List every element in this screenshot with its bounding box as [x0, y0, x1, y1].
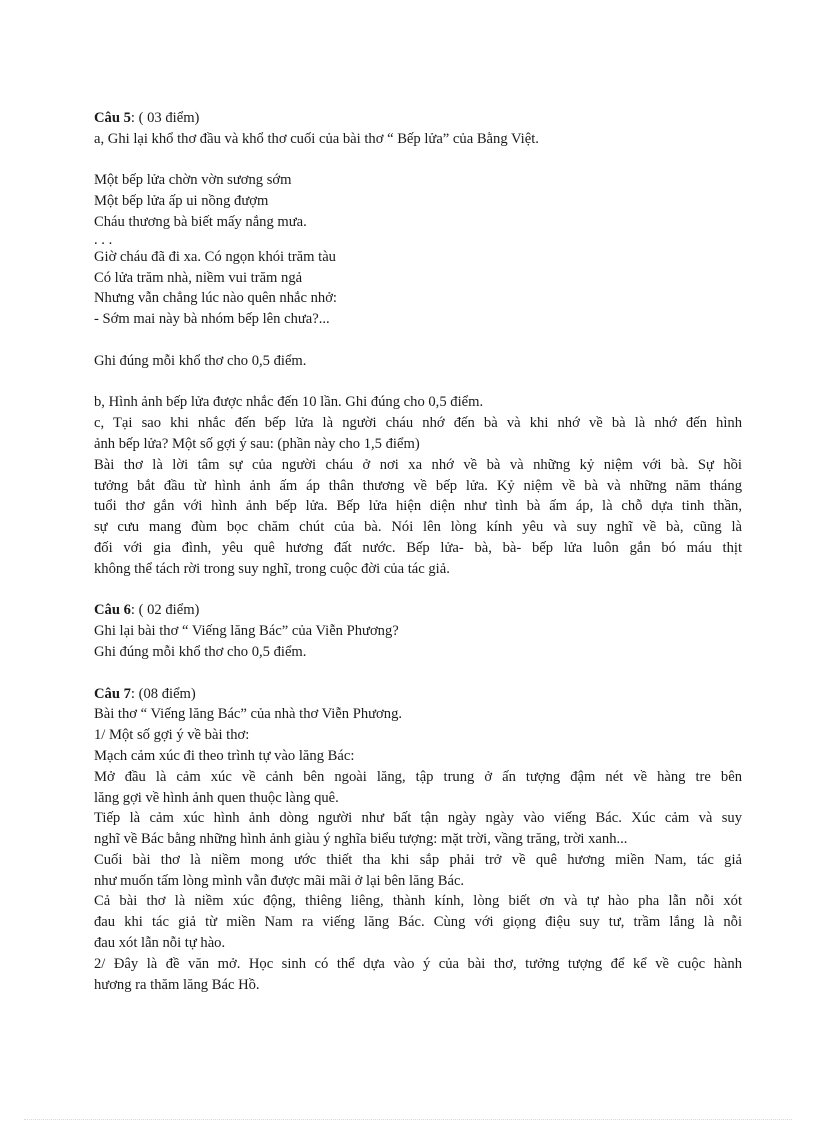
question-7-points: : (08 điểm) [130, 685, 196, 702]
poem-line: - Sớm mai này bà nhóm bếp lên chưa?... [94, 311, 330, 328]
spacer [94, 150, 742, 171]
page-bottom-divider [24, 1119, 792, 1120]
question-5-points: : ( 03 điểm) [130, 110, 200, 126]
answer-paragraph-line: Cuối bài thơ là niềm mong ước thiết tha khi sắp phải trở về quê hương miền Nam, tác giả [94, 851, 742, 868]
answer-paragraph-line: tưởng bắt đầu từ hình ảnh ấm áp thân thương về bếp lửa. Kỷ niệm về bà và những năm tháng [94, 477, 742, 494]
answer-paragraph-line: nghĩ về Bác bằng những hình ảnh giàu ý nghĩa biểu tượng: mặt trời, vầng trăng, trời xanh... [94, 831, 628, 848]
question-5-heading [94, 108, 742, 129]
answer-paragraph-line: sự cưu mang đùm bọc chăm chút của bà. Nói lên lòng kính yêu và suy nghĩ về bà, cũng là [94, 519, 742, 536]
answer-paragraph-line: Tiếp là cảm xúc hình ảnh dòng người như bất tận ngày ngày vào viếng Bác. Xúc cảm và suy [94, 810, 742, 827]
spacer [94, 663, 742, 684]
question-7-label: Câu 7 [94, 685, 131, 702]
question-6-label: Câu 6 [94, 602, 131, 619]
poem-line: Một bếp lửa chờn vờn sương sớm [94, 172, 292, 189]
poem-line: Có lửa trăm nhà, niềm vui trăm ngả [94, 269, 303, 286]
question-7-flow: Mạch cảm xúc đi theo trình tự vào lăng Bác: [94, 747, 355, 764]
poem-ellipsis: . . . [94, 231, 113, 248]
question-7-part-1-title: 1/ Một số gợi ý về bài thơ: [94, 727, 250, 744]
question-6-points: : ( 02 điểm) [130, 602, 200, 619]
spacer [94, 330, 742, 351]
question-5-part-c: c, Tại sao khi nhắc đến bếp lửa là người cháu nhớ đến bà và khi nhớ về bà là nhớ đến hình [94, 415, 742, 432]
question-5-part-a: a, Ghi lại khổ thơ đầu và khổ thơ cuối của bài thơ “ Bếp lửa” của Bằng Việt. [94, 130, 539, 147]
answer-paragraph-line: đau khi tác giả từ miền Nam ra viếng lăng Bác. Cùng với giọng điệu suy tư, trầm lắng là nỗi [94, 914, 742, 931]
document-page [94, 108, 742, 995]
question-5-label: Câu 5 [94, 110, 131, 126]
question-6-prompt: Ghi lại bài thơ “ Viếng lăng Bác” của Viễn Phương? [94, 623, 399, 640]
question-7-heading [94, 684, 742, 705]
poem-line: Giờ cháu đã đi xa. Có ngọn khói trăm tàu [94, 248, 336, 265]
answer-paragraph-line: Cả bài thơ là niềm xúc động, thiêng liêng, thành kính, lòng biết ơn và tự hào pha lẫn nỗi xót [94, 893, 742, 910]
answer-paragraph-line: 2/ Đây là đề văn mở. Học sinh có thể dựa vào ý của bài thơ, tưởng tượng để kể về cuộc hành [94, 955, 742, 972]
answer-paragraph-line: đau xót lẫn nỗi tự hào. [94, 935, 226, 952]
question-5-grading: Ghi đúng mỗi khổ thơ cho 0,5 điểm. [94, 352, 307, 369]
answer-paragraph-line: Bài thơ là lời tâm sự của người cháu ở nơi xa nhớ về bà và những kỷ niệm với bà. Sự hồi [94, 456, 742, 473]
answer-paragraph-line: Mở đầu là cảm xúc về cảnh bên ngoài lăng, tập trung ở ấn tượng đậm nét về hàng tre bên [94, 768, 742, 785]
answer-paragraph-line: đối với gia đình, yêu quê hương đất nước. Bếp lửa- bà, bà- bếp lửa luôn gắn bó máu thịt [94, 539, 742, 556]
spacer [94, 580, 742, 601]
question-5-part-c: ảnh bếp lửa? Một số gợi ý sau: (phần này cho 1,5 điểm) [94, 435, 420, 452]
poem-line: Một bếp lửa ấp ui nồng đượm [94, 193, 269, 210]
question-6-grading: Ghi đúng mỗi khổ thơ cho 0,5 điểm. [94, 643, 307, 660]
question-6-heading [94, 600, 742, 621]
answer-paragraph-line: lăng gợi về hình ảnh quen thuộc làng quê. [94, 789, 339, 806]
answer-paragraph-line: tuổi thơ gắn với hình ảnh bếp lửa. Bếp lửa hiện diện như tình bà ấm áp, là chỗ dựa tinh thần, [94, 498, 742, 515]
question-5-part-b: b, Hình ảnh bếp lửa được nhắc đến 10 lần. Ghi đúng cho 0,5 điểm. [94, 394, 484, 411]
answer-paragraph-line: hương ra thăm lăng Bác Hồ. [94, 976, 260, 993]
answer-paragraph-line: như muốn tấm lòng mình vẫn được mãi mãi ở lại bên lăng Bác. [94, 872, 465, 889]
poem-line: Nhưng vẫn chẳng lúc nào quên nhắc nhở: [94, 290, 337, 307]
answer-paragraph-line: không thể tách rời trong suy nghĩ, trong cuộc đời của tác giả. [94, 560, 450, 577]
question-7-intro: Bài thơ “ Viếng lăng Bác” của nhà thơ Viễn Phương. [94, 706, 403, 723]
spacer [94, 372, 742, 393]
poem-line: Cháu thương bà biết mấy nắng mưa. [94, 213, 307, 230]
